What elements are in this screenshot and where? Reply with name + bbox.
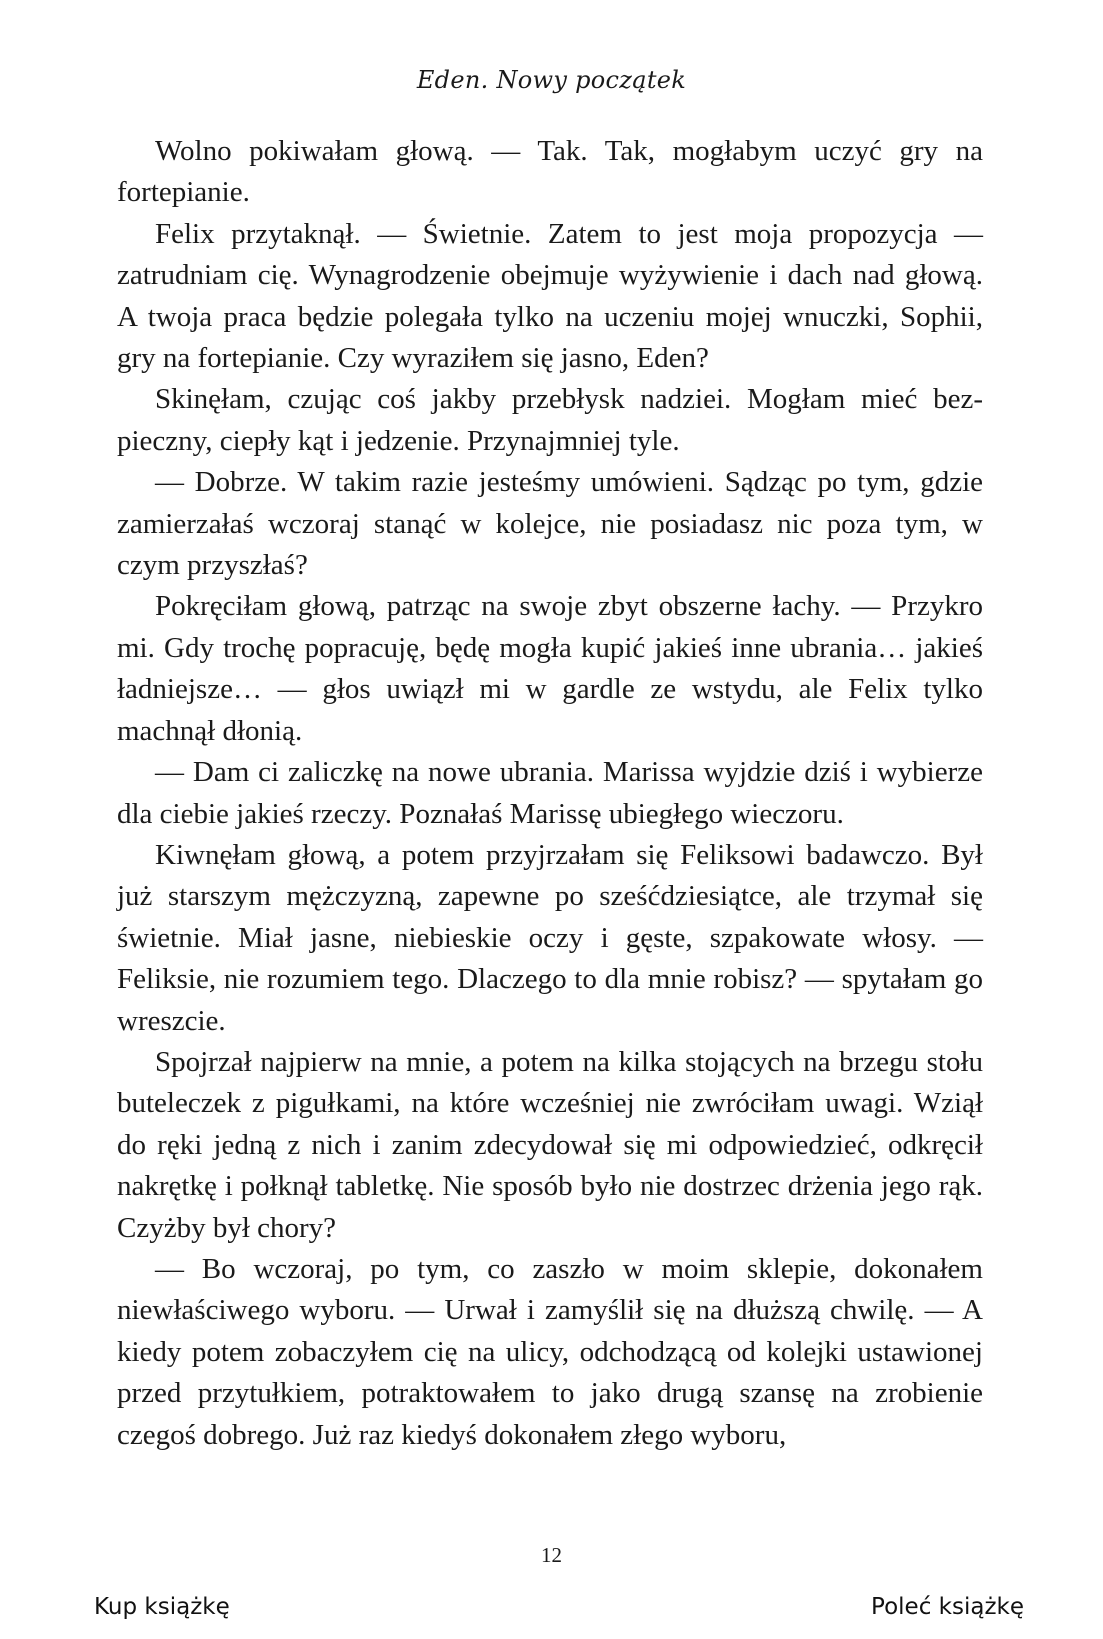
- running-header: Eden. Nowy początek: [416, 66, 687, 94]
- paragraph-2: Felix przytaknął. — Świetnie. Zatem to jest moja propozycja — zatrudniam cię. Wynagrodzenie obejmuje wyżywienie i dach nad głową. A twoja praca będzie polegała tylko na uczeniu mojej wnuczki, Sophii, gry na fortepianie. Czy wyraziłem się jasno, Eden?: [117, 217, 983, 375]
- paragraph-5: Pokręciłam głową, patrząc na swoje zbyt obszerne łachy. — Przykro mi. Gdy trochę popracuję, będę mogła kupić jakieś inne ubrania… jakieś ładniejsze… — głos uwiązł mi w gardle ze wstydu, ale Felix tylko machnął dłonią.: [117, 590, 983, 747]
- paragraph-6: — Dam ci zaliczkę na nowe ubrania. Marissa wyjdzie dziś i wybierze dla ciebie jakieś rzeczy. Poznałaś Marissę ubiegłego wieczoru.: [117, 756, 983, 830]
- paragraph-1: Wolno pokiwałam głową. — Tak. Tak, mogłabym uczyć gry na fortepianie.: [117, 135, 983, 209]
- paragraph-7: Kiwnęłam głową, a potem przyjrzałam się Feliksowi badawczo. Był już starszym mężczyzną, zapewne po sześćdziesiątce, ale trzymał się świetnie. Miał jasne, niebieskie oczy i gęste, szpakowate włosy. — Feliksie, nie rozumiem tego. Dlaczego to dla mnie robisz? — spytałam go wreszcie.: [117, 838, 983, 1037]
- paragraph-3: Skinęłam, czując coś jakby przebłysk nadziei. Mogłam mieć bezpieczny, ciepły kąt i jedzenie. Przynajmniej tyle.: [117, 383, 983, 457]
- buy-book-link[interactable]: Kup książkę: [94, 1594, 230, 1620]
- paragraph-8: Spojrzał najpierw na mnie, a potem na kilka stojących na brzegu stołu buteleczek z pigułkami, na które wcześniej nie zwróciłam uwagi. Wziął do ręki jedną z nich i zanim zdecydował się mi odpowiedzieć, odkręcił nakrętkę i połknął tabletkę. Nie sposób było nie dostrzec drżenia jego rąk. Czyżby był chory?: [117, 1045, 983, 1244]
- paragraph-4: — Dobrze. W takim razie jesteśmy umówieni. Sądząc po tym, gdzie zamierzałaś wczoraj stanąć w kolejce, nie posiadasz nic poza tym, w czym przyszłaś?: [117, 466, 983, 582]
- page-number: 12: [541, 1543, 562, 1567]
- paragraph-9: — Bo wczoraj, po tym, co zaszło w moim sklepie, dokonałem niewłaściwego wyboru. — Urwał i zamyślił się na dłuższą chwilę. — A kiedy potem zobaczyłem cię na ulicy, odchodzącą od kolejki ustawionej przed przytułkiem, potraktowałem to jako drugą szansę na zrobienie czegoś dobrego. Już raz kiedyś dokonałem złego wyboru,: [117, 1252, 983, 1451]
- body-text: [117, 131, 983, 1456]
- recommend-book-link[interactable]: Poleć książkę: [871, 1594, 1024, 1620]
